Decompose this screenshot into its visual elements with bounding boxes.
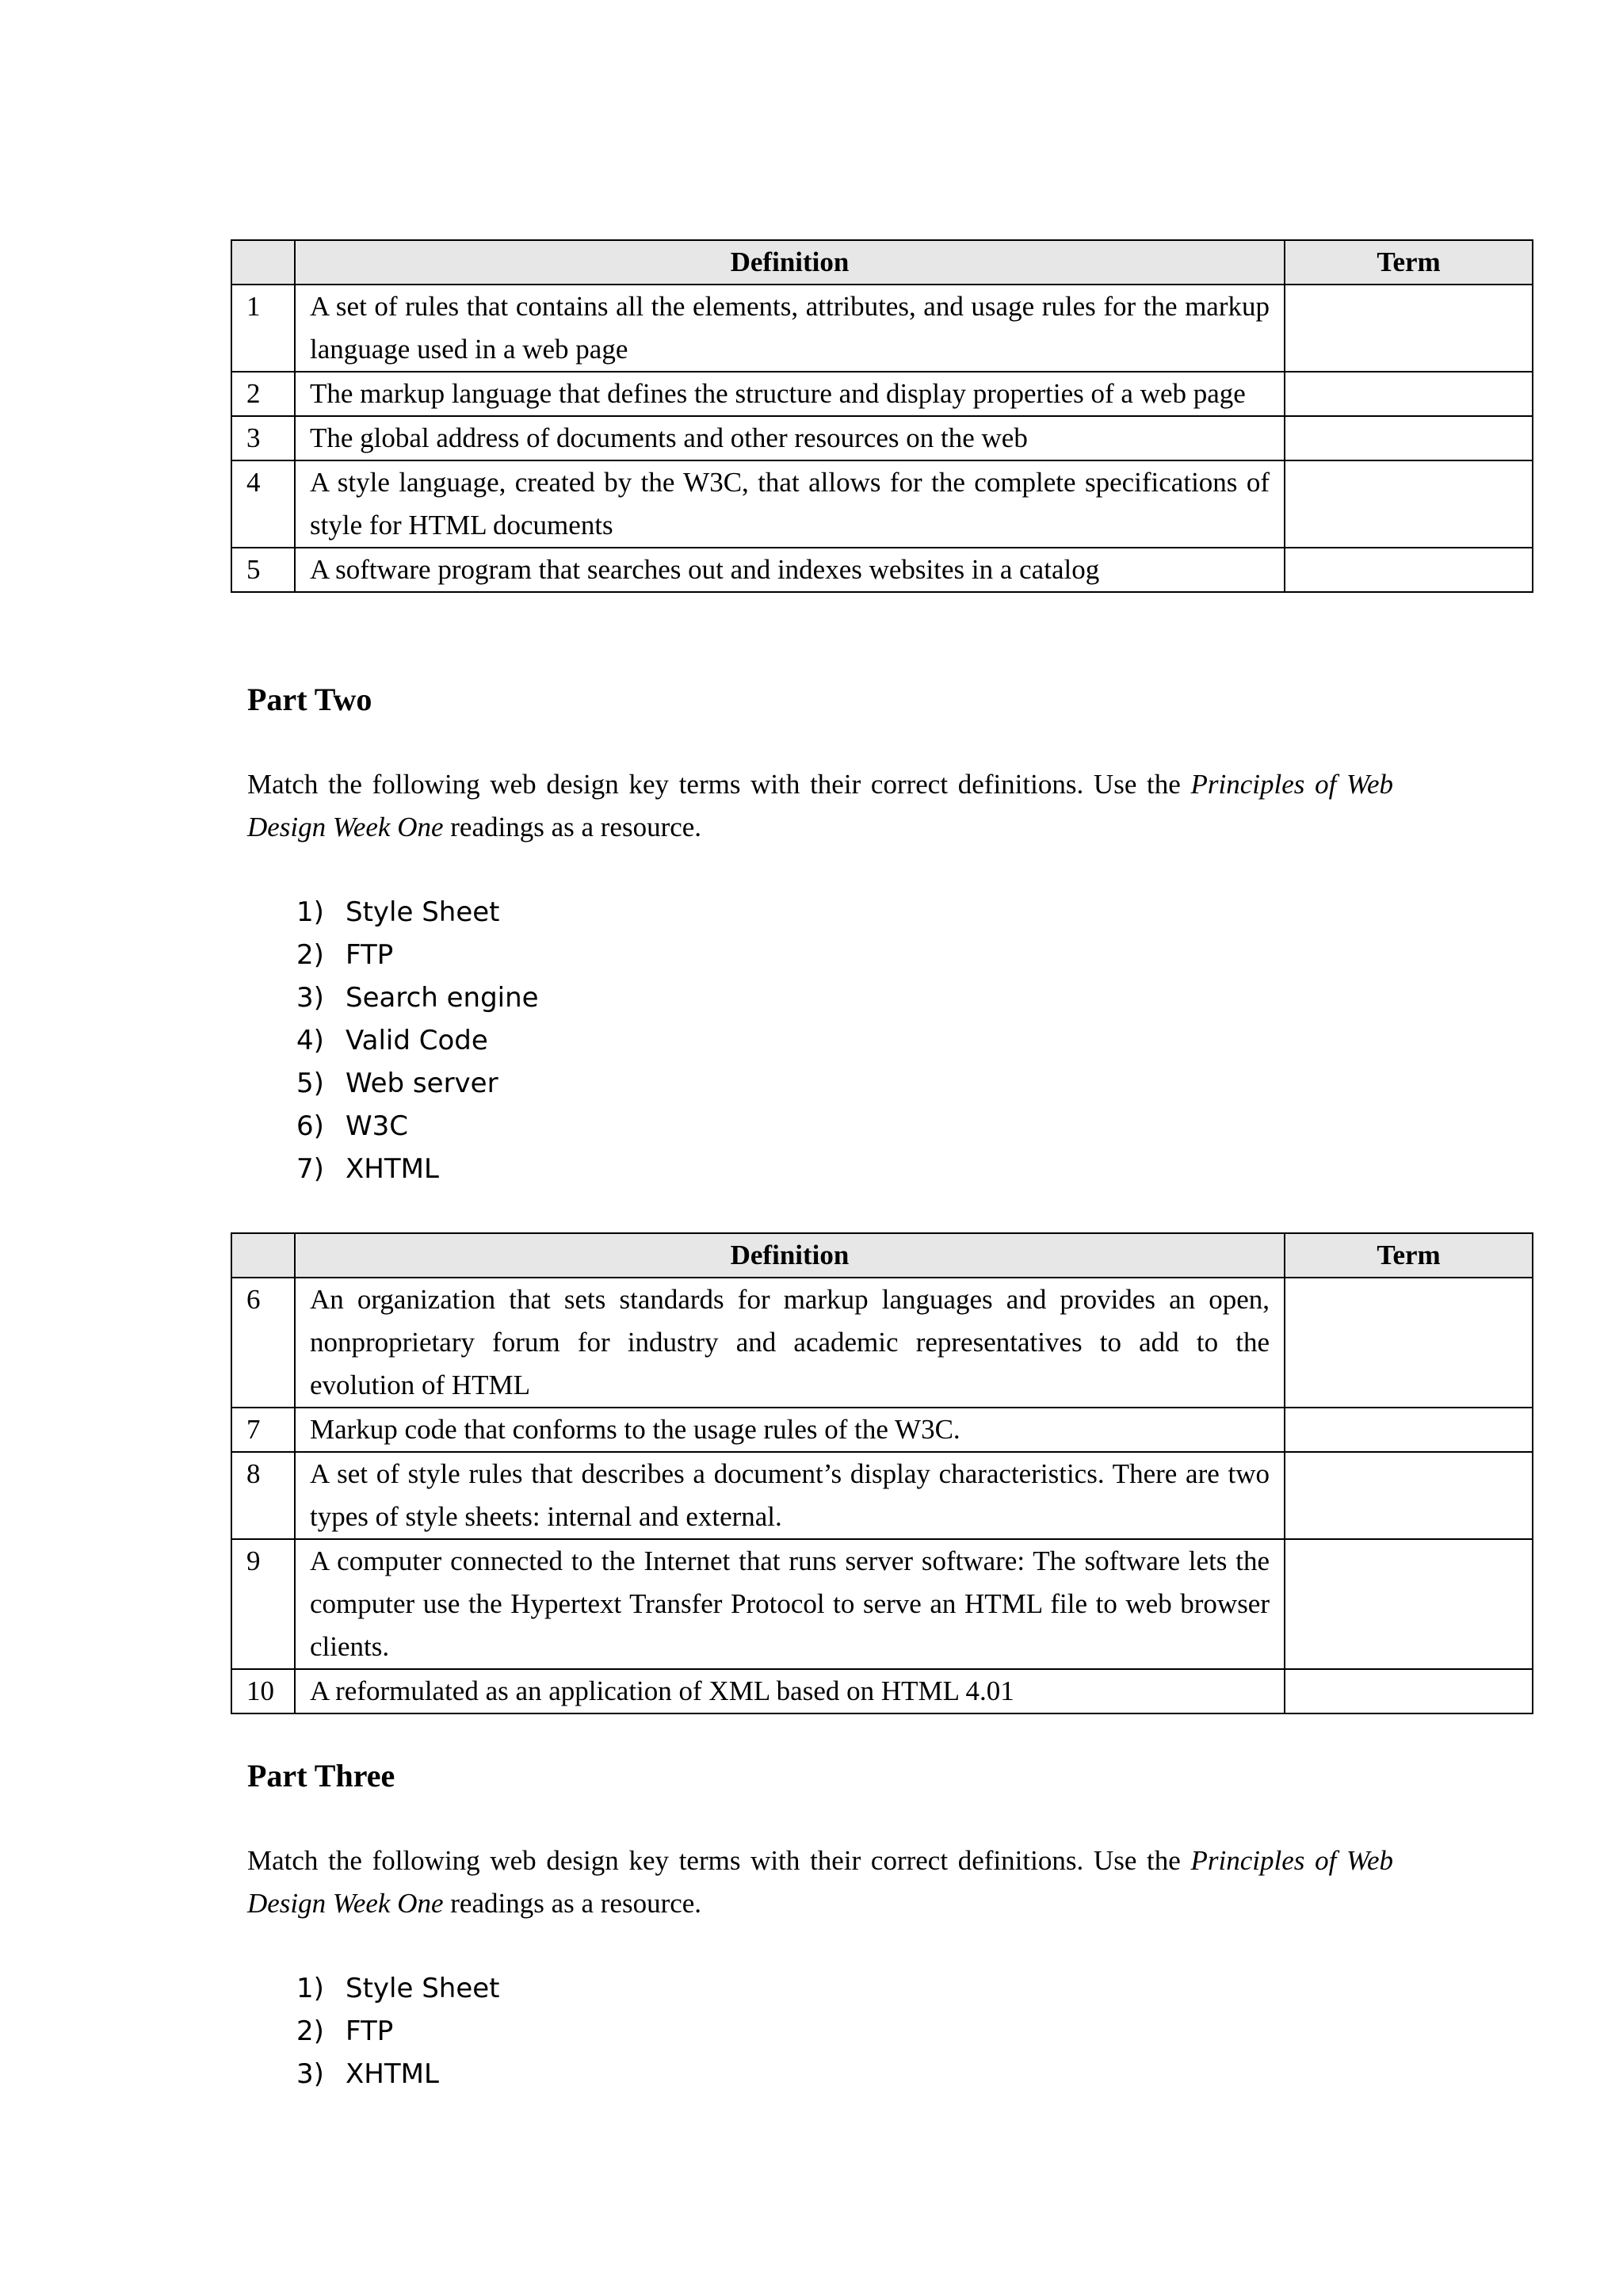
row-definition: The markup language that defines the structure and display properties of a web page	[295, 372, 1285, 416]
part-three-term-list	[296, 1967, 500, 2095]
list-item-label: XHTML	[346, 2058, 439, 2090]
list-item	[296, 2053, 500, 2095]
table-row	[231, 548, 1533, 592]
list-item-number: 2)	[296, 939, 324, 971]
row-number: 8	[231, 1452, 295, 1539]
row-number: 7	[231, 1408, 295, 1452]
row-definition: A reformulated as an application of XML based on HTML 4.01	[295, 1669, 1285, 1713]
list-item-number: 3)	[296, 982, 324, 1014]
header-num	[231, 240, 295, 285]
instructions-text-end: readings as a resource.	[443, 1888, 702, 1919]
list-item-label: W3C	[346, 1110, 408, 1142]
table-row	[231, 1452, 1533, 1539]
list-item-label: Web server	[346, 1068, 498, 1099]
row-number: 5	[231, 548, 295, 592]
header-definition: Definition	[295, 1233, 1285, 1278]
table-row	[231, 416, 1533, 460]
part-three-heading: Part Three	[247, 1758, 395, 1794]
instructions-italic-title: Principles of Web Design Week One	[247, 1845, 1393, 1919]
part-two-term-list	[296, 891, 539, 1190]
list-item-label: Search engine	[346, 982, 539, 1014]
row-definition: A computer connected to the Internet that runs server software: The software lets the computer use the Hypertext Transfer Protocol to serve an HTML file to web browser clients.	[295, 1539, 1285, 1669]
table-row	[231, 1539, 1533, 1669]
list-item	[296, 891, 539, 934]
list-item-number: 6)	[296, 1110, 324, 1142]
definitions-table-1	[231, 239, 1533, 593]
instructions-italic-title: Principles of Web Design Week One	[247, 769, 1393, 842]
table-row	[231, 372, 1533, 416]
row-term-cell[interactable]	[1285, 548, 1533, 592]
table-header-row	[231, 240, 1533, 285]
list-item	[296, 1062, 539, 1105]
row-definition: The global address of documents and other resources on the web	[295, 416, 1285, 460]
list-item	[296, 1105, 539, 1148]
row-number: 9	[231, 1539, 295, 1669]
row-term-cell[interactable]	[1285, 460, 1533, 548]
list-item-number: 1)	[296, 896, 324, 928]
row-definition: A set of style rules that describes a document’s display characteristics. There are two types of style sheets: internal and external.	[295, 1452, 1285, 1539]
row-number: 3	[231, 416, 295, 460]
instructions-text: Match the following web design key terms with their correct definitions. Use the	[247, 1845, 1191, 1876]
list-item	[296, 1967, 500, 2010]
row-term-cell[interactable]	[1285, 1669, 1533, 1713]
row-term-cell[interactable]	[1285, 1408, 1533, 1452]
list-item-number: 2)	[296, 2015, 324, 2047]
list-item-label: Style Sheet	[346, 896, 500, 928]
part-two-heading: Part Two	[247, 682, 372, 717]
list-item	[296, 934, 539, 976]
row-term-cell[interactable]	[1285, 1452, 1533, 1539]
row-term-cell[interactable]	[1285, 1539, 1533, 1669]
list-item	[296, 1019, 539, 1062]
list-item-number: 1)	[296, 1973, 324, 2004]
row-number: 4	[231, 460, 295, 548]
row-number: 6	[231, 1278, 295, 1408]
table-row	[231, 1278, 1533, 1408]
list-item-number: 7)	[296, 1153, 324, 1185]
row-number: 10	[231, 1669, 295, 1713]
row-term-cell[interactable]	[1285, 285, 1533, 372]
table-row	[231, 1408, 1533, 1452]
list-item-number: 3)	[296, 2058, 324, 2090]
list-item-label: FTP	[346, 2015, 394, 2047]
list-item-label: XHTML	[346, 1153, 439, 1185]
row-definition: An organization that sets standards for markup languages and provides an open, nonproprietary forum for industry and academic representatives to add to the evolution of HTML	[295, 1278, 1285, 1408]
row-number: 1	[231, 285, 295, 372]
header-num	[231, 1233, 295, 1278]
list-item	[296, 976, 539, 1019]
list-item-label: Style Sheet	[346, 1973, 500, 2004]
header-term: Term	[1285, 240, 1533, 285]
list-item-number: 5)	[296, 1068, 324, 1099]
header-definition: Definition	[295, 240, 1285, 285]
row-definition: Markup code that conforms to the usage rules of the W3C.	[295, 1408, 1285, 1452]
part-two-instructions	[247, 763, 1393, 849]
list-item-label: Valid Code	[346, 1025, 488, 1056]
table-row	[231, 460, 1533, 548]
instructions-text: Match the following web design key terms with their correct definitions. Use the	[247, 769, 1191, 800]
table-row	[231, 1669, 1533, 1713]
row-definition: A set of rules that contains all the elements, attributes, and usage rules for the markup language used in a web page	[295, 285, 1285, 372]
row-definition: A style language, created by the W3C, that allows for the complete specifications of style for HTML documents	[295, 460, 1285, 548]
row-number: 2	[231, 372, 295, 416]
row-definition: A software program that searches out and indexes websites in a catalog	[295, 548, 1285, 592]
list-item	[296, 1148, 539, 1190]
row-term-cell[interactable]	[1285, 1278, 1533, 1408]
list-item	[296, 2010, 500, 2053]
list-item-number: 4)	[296, 1025, 324, 1056]
row-term-cell[interactable]	[1285, 372, 1533, 416]
instructions-text-end: readings as a resource.	[443, 812, 702, 842]
row-term-cell[interactable]	[1285, 416, 1533, 460]
table-row	[231, 285, 1533, 372]
part-three-instructions	[247, 1839, 1393, 1925]
header-term: Term	[1285, 1233, 1533, 1278]
definitions-table-2	[231, 1232, 1533, 1714]
table-header-row	[231, 1233, 1533, 1278]
list-item-label: FTP	[346, 939, 394, 971]
